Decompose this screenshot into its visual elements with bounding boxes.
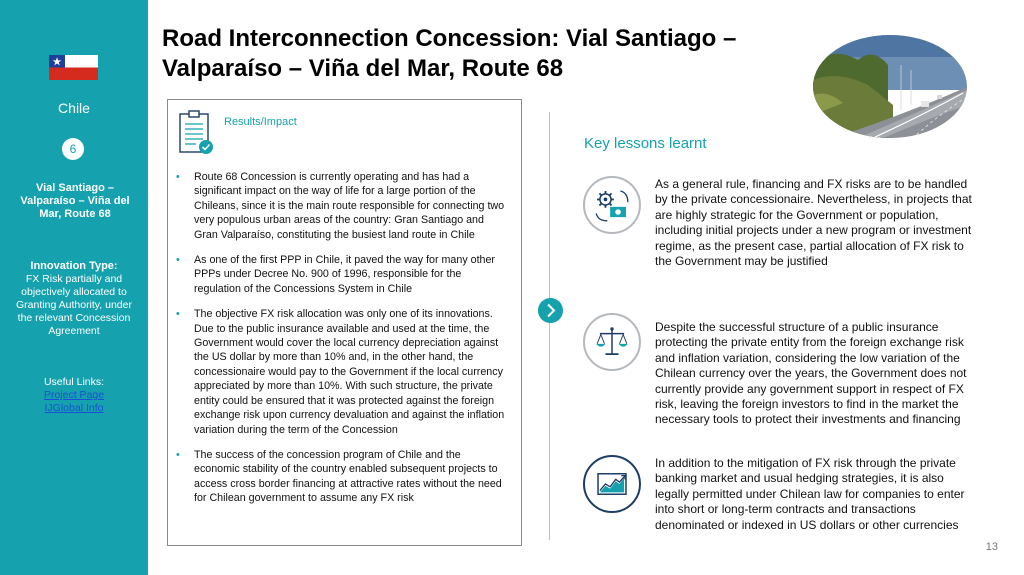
results-panel: [167, 99, 522, 546]
list-item: • The objective FX risk allocation was only one of its innovations. Due to the public insurance available and used at the time, the Government would cover the local currency depreciation against the US dollar by more than 10% and, in the other hand, the concessionaire would pay to the Government if the local currency appreciated by more than 10%. With such structure, the private entity could be ensured that it was protected against the foreign exchange risk upon currency devaluation and against the inflation variation during the term of the Concession: [174, 307, 509, 437]
list-item: • The success of the concession program of Chile and the economic stability of the country enabled subsequent projects to access cross border financing at attractive rates without the need for Chilean government to assume any FX risk: [174, 448, 509, 506]
list-item: • Route 68 Concession is currently operating and has had a significant impact on the way of life for a large portion of the Chileans, since it is the main route responsible for connecting two very populous urban areas of the country: Gran Santiago and Gran Valparaíso, constituting the busiest land route in Chile: [174, 170, 509, 242]
innovation-type-label: Innovation Type:: [30, 260, 118, 272]
divider: [549, 112, 550, 540]
gear-money-icon: [583, 176, 641, 234]
country-label: Chile: [58, 100, 90, 116]
balance-scale-icon: [583, 313, 641, 371]
innovation-type: [10, 260, 138, 338]
sidebar: [0, 0, 148, 575]
clipboard-check-icon: [178, 109, 214, 155]
useful-links-label: Useful Links:: [43, 376, 105, 388]
innovation-type-text: FX Risk partially and objectively allocated to Granting Authority, under the relevant Concession Agreement: [16, 273, 132, 337]
project-name: Vial Santiago – Valparaíso – Viña del Mar, Route 68: [20, 182, 130, 220]
results-list: [174, 170, 509, 517]
ijglobal-info-link[interactable]: IJGlobal Info: [44, 402, 104, 414]
useful-links: [0, 376, 148, 415]
road-photo: [813, 35, 967, 138]
chevron-right-icon: [538, 298, 563, 323]
lesson-1-text: As a general rule, financing and FX risks are to be handled by the private concessionaire. Nevertheless, in projects that are highly strategic for the Government or population, including initial projects under a new program or investment regime, as the present case, partial allocation of FX risk to the Government may be justified: [655, 177, 972, 269]
growth-chart-icon: [583, 455, 641, 513]
chile-flag-icon: [49, 55, 98, 80]
lesson-3-text: In addition to the mitigation of FX risk through the private banking market and usual hedging strategies, it is also legally permitted under Chilean law for companies to enter into short or long-term contracts and transactions denominated or indexed in US dollars or other currencies: [655, 456, 965, 532]
case-number-badge: 6: [62, 138, 84, 160]
results-impact-label: Results/Impact: [224, 116, 297, 128]
project-page-link[interactable]: Project Page: [43, 389, 105, 401]
key-lessons-title: Key lessons learnt: [584, 135, 707, 152]
lesson-2-text: Despite the successful structure of a public insurance protecting the private entity from the foreign exchange risk and inflation variation, considering the low variation of the Chilean currency over the years, the Government does not currently provide any government support in respect of FX risk, leaving the foreign investors to find in the market the necessary tools to protect their investments and financing: [655, 320, 967, 427]
list-item: • As one of the first PPP in Chile, it paved the way for many other PPPs under Decree No. 900 of 1996, responsible for the regulation of the Concessions System in Chile: [174, 253, 509, 296]
page-number: 13: [985, 541, 998, 553]
page-title: Road Interconnection Concession: Vial Santiago – Valparaíso – Viña del Mar, Route 68: [162, 25, 737, 82]
